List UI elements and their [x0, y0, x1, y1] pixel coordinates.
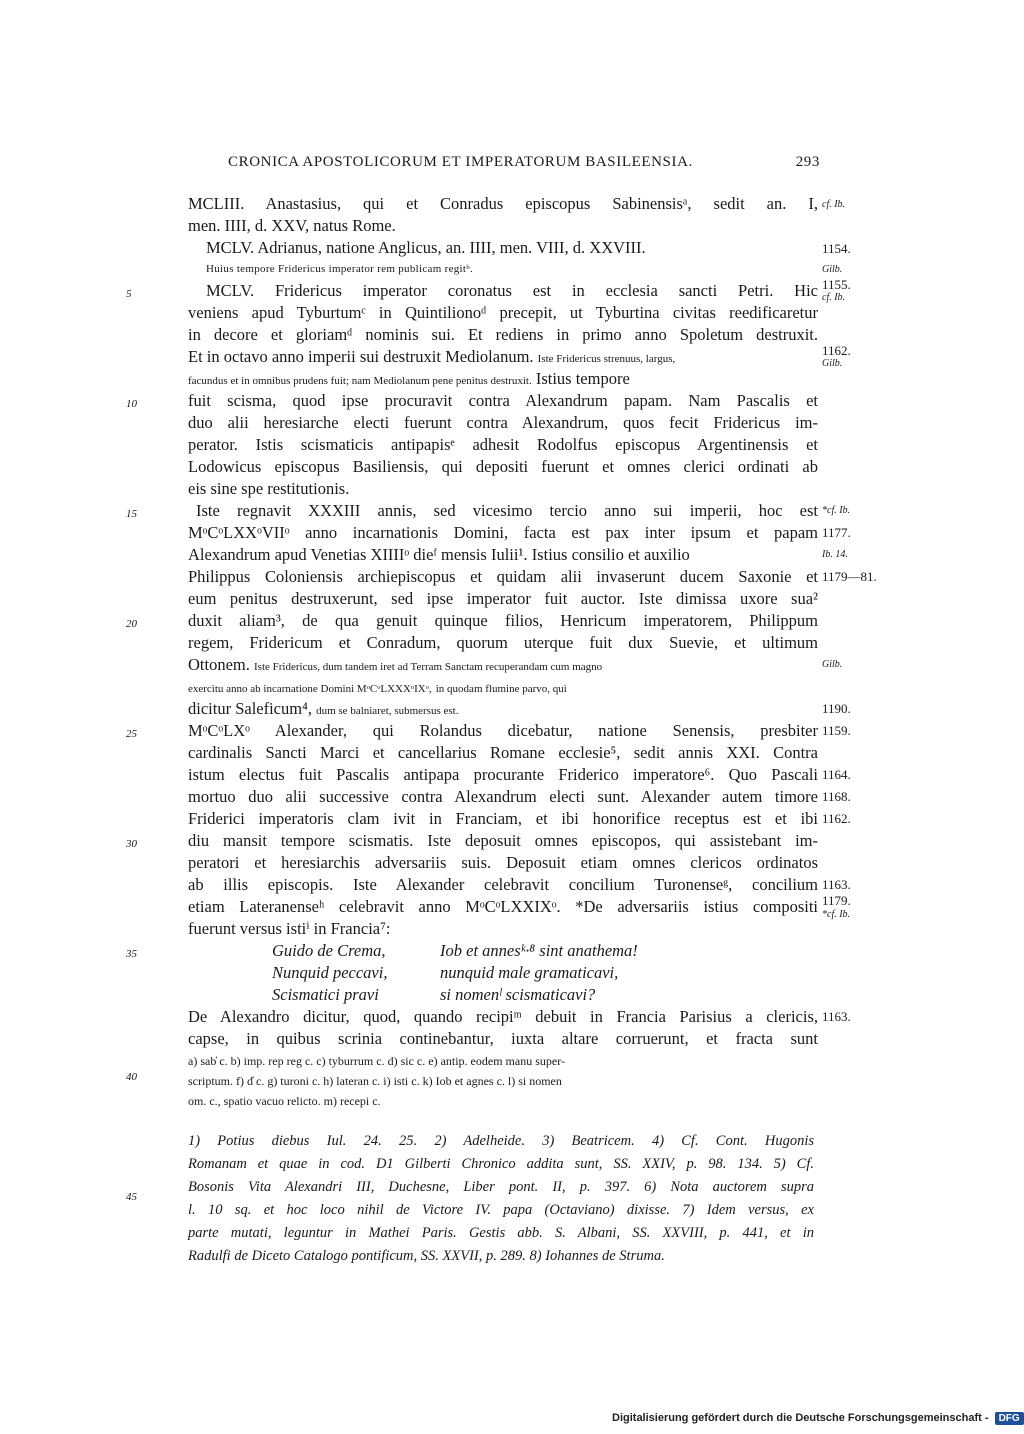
commentary-note-line: Bosonis Vita Alexandri III, Duchesne, Liber pont. II, p. 397. 6) Nota auctorem supra	[188, 1179, 814, 1195]
margin-note: 1154.	[822, 241, 851, 256]
commentary-note-line: 1) Potius diebus Iul. 24. 25. 2) Adelheide. 3) Beatricem. 4) Cf. Cont. Hugonis	[188, 1133, 814, 1149]
margin-note: 1177.	[822, 525, 851, 540]
text-line: ab illis episcopis. Iste Alexander celebravit concilium Turonenseᵍ, concilium	[188, 875, 818, 894]
line-number: 25	[126, 728, 137, 740]
commentary-note-line: l. 10 sq. et hoc loco nihil de Victore IV. papa (Octaviano) dixisse. 7) Idem versus, ex	[188, 1202, 814, 1218]
margin-note: 1179.	[822, 893, 851, 908]
line-number: 15	[126, 508, 137, 520]
verse-line-a: Guido de Crema,	[272, 941, 386, 960]
verse-line-b: nunquid male gramaticavi,	[440, 963, 619, 982]
text-line: Friderici imperatoris clam ivit in Franciam, et ibi honorifice receptus est et ibi	[188, 809, 818, 828]
line-number: 5	[126, 288, 132, 300]
dfg-logo: DFG	[995, 1412, 1024, 1425]
margin-note: *cf. Ib.	[822, 505, 851, 516]
text-line: Et in octavo anno imperii sui destruxit Mediolanum. Iste Fridericus strenuus, largus,	[188, 347, 676, 366]
variant-footnote-line: a) sab̓ c. b) imp. rep reg c. c) tyburrum c. d) sic c. e) antip. eodem manu super-	[188, 1054, 565, 1068]
margin-note: 1163.	[822, 1009, 851, 1024]
text-line: fuit scisma, quod ipse procuravit contra Alexandrum papam. Nam Pascalis et	[188, 391, 818, 410]
text-line: istum electus fuit Pascalis antipapa procurante Friderico imperatore⁶. Quo Pascali	[188, 765, 818, 784]
variant-footnote-line: scriptum. f) d̓ c. g) turoni c. h) lateran c. i) isti c. k) Iob et agnes c. l) si nomen	[188, 1074, 562, 1088]
line-number: 30	[126, 838, 137, 850]
text-line: eis sine spe restitutionis.	[188, 479, 350, 498]
line-number: 10	[126, 398, 137, 410]
text-line: De Alexandro dicitur, quod, quando recipiᵐ debuit in Francia Parisius a clericis,	[188, 1007, 818, 1026]
text-line: duxit aliam³, de qua genuit quinque filios, Henricum imperatorem, Philippum	[188, 611, 818, 630]
margin-note: 1164.	[822, 767, 851, 782]
margin-note: 1168.	[822, 789, 851, 804]
funding-footer	[612, 1412, 1024, 1425]
margin-note: *cf. Ib.	[822, 909, 851, 920]
margin-note: cf. Ib.	[822, 292, 846, 303]
line-number: 40	[126, 1071, 137, 1083]
verse-line-a: Nunquid peccavi,	[272, 963, 388, 982]
text-line: MCLV. Adrianus, natione Anglicus, an. IIII, men. VIII, d. XXVIII.	[206, 238, 646, 257]
margin-note: 1159.	[822, 723, 851, 738]
line-number: 45	[126, 1191, 137, 1203]
commentary-note-line: Radulfi de Diceto Catalogo pontificum, SS. XXVII, p. 289. 8) Iohannes de Struma.	[188, 1248, 665, 1264]
text-line: eum penitus destruxerunt, sed ipse imperator fuit auctor. Iste dimissa uxore sua²	[188, 589, 818, 608]
text-line: exercitu anno ab incarnatione Domini MᵒCᵒLXXXᵒIXᵒ, in quodam flumine parvo, qui	[188, 683, 567, 695]
text-line: regem, Fridericum et Conradum, quorum uterque fuit dux Suevie, et ultimum	[188, 633, 818, 652]
margin-note: 1155.	[822, 277, 851, 292]
text-line: Lodowicus episcopus Basiliensis, qui depositi fuerunt et omnes clerici ordinati ab	[188, 457, 818, 476]
text-line: Philippus Coloniensis archiepiscopus et quidam alii invaserunt ducem Saxonie et	[188, 567, 818, 586]
margin-note: 1179—81.	[822, 569, 877, 584]
margin-note: 1190.	[822, 701, 851, 716]
text-line: Ottonem. Iste Fridericus, dum tandem iret ad Terram Sanctam recuperandam cum magno	[188, 655, 603, 674]
text-line: etiam Lateranenseʰ celebravit anno MᵒCᵒLXXIXᵒ. *De adversariis istius compositi	[188, 897, 818, 916]
margin-note: 1163.	[822, 877, 851, 892]
margin-note: Gilb.	[822, 358, 843, 369]
text-line: dicitur Saleficum⁴, dum se balniaret, submersus est.	[188, 699, 459, 718]
margin-note: Gilb.	[822, 264, 843, 275]
margin-note: Gilb.	[822, 659, 843, 670]
text-line: perator. Istis scismaticis antipapisᵉ adhesit Rodolfus episcopus Argentinensis et	[188, 435, 818, 454]
margin-note: 1162.	[822, 343, 851, 358]
text-line: Iste regnavit XXXIII annis, sed vicesimo tercio anno sui imperii, hoc est	[196, 501, 818, 520]
text-line: cardinalis Sancti Marci et cancellarius Romane ecclesie⁵, sedit annis XXI. Contra	[188, 743, 818, 762]
text-line: mortuo duo alii successive contra Alexandrum electi sunt. Alexander autem timore	[188, 787, 818, 806]
text-line: facundus et in omnibus prudens fuit; nam Mediolanum pene penitus destruxit. Istius tempore	[188, 369, 630, 388]
line-number: 20	[126, 618, 137, 630]
variant-footnote-line: om. c., spatio vacuo relicto. m) recepi c.	[188, 1094, 381, 1108]
line-number: 35	[126, 948, 137, 960]
text-line: MCLV. Fridericus imperator coronatus est in ecclesia sancti Petri. Hic	[206, 281, 818, 300]
text-line: in decore et gloriamᵈ nominis sui. Et rediens in primo anno Spoletum destruxit.	[188, 325, 818, 344]
text-line: duo alii heresiarche electi fuerunt contra Alexandrum, quos fecit Fridericus im-	[188, 413, 818, 432]
text-line: men. IIII, d. XXV, natus Rome.	[188, 216, 396, 235]
verse-line-a: Scismatici pravi	[272, 985, 379, 1004]
text-line: Huius tempore Fridericus imperator rem publicam regitᵇ.	[206, 263, 474, 275]
text-line: capse, in quibus scrinia continebantur, iuxta altare corruerunt, et fracta sunt	[188, 1029, 818, 1048]
margin-note: Ib. 14.	[822, 549, 848, 560]
page-number: 293	[795, 154, 820, 170]
margin-note: 1162.	[822, 811, 851, 826]
text-line: veniens apud Tyburtumᶜ in Quintilionoᵈ precepit, ut Tyburtina civitas reedificaretur	[188, 303, 818, 322]
text-line: peratori et heresiarchis adversariis suis. Deposuit etiam omnes clericos ordinatos	[188, 853, 818, 872]
margin-note: cf. Ib.	[822, 199, 846, 210]
commentary-note-line: Romanam et quae in cod. D1 Gilberti Chronico addita sunt, SS. XXIV, p. 98. 134. 5) Cf.	[188, 1156, 814, 1172]
text-line: MᵒCᵒLXXᵒVIIᵒ anno incarnationis Domini, facta est pax inter ipsum et papam	[188, 523, 818, 542]
verse-line-b: Iob et annesᵏ·⁸ sint anathema!	[440, 941, 638, 960]
commentary-note-line: parte mutati, leguntur in Mathei Paris. Gestis abb. S. Albani, SS. XXVIII, p. 441, et in	[188, 1225, 814, 1241]
text-line: Alexandrum apud Venetias XIIIIᵒ dieᶠ mensis Iulii¹. Istius consilio et auxilio	[188, 545, 690, 564]
verse-line-b: si nomenˡ scismaticavi?	[440, 985, 596, 1004]
text-line: MᵒCᵒLXᵒ Alexander, qui Rolandus dicebatur, natione Senensis, presbiter	[188, 721, 818, 740]
text-line: MCLIII. Anastasius, qui et Conradus episcopus Sabinensisᵃ, sedit an. I,	[188, 194, 818, 213]
running-title: CRONICA APOSTOLICORUM ET IMPERATORUM BASILEENSIA.	[228, 154, 693, 170]
footer-text: Digitalisierung gefördert durch die Deutsche Forschungsgemeinschaft -	[612, 1412, 989, 1424]
text-line: fuerunt versus istiⁱ in Francia⁷:	[188, 919, 391, 938]
text-line: diu mansit tempore scismatis. Iste deposuit omnes episcopos, qui assistebant im-	[188, 831, 818, 850]
